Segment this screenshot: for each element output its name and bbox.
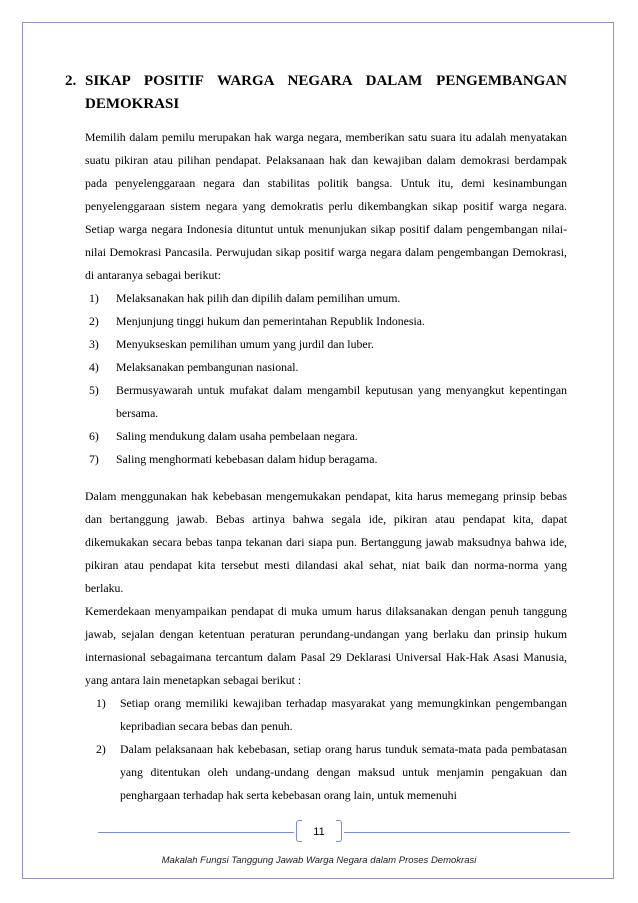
list-marker: 2)	[96, 742, 106, 756]
list-item	[96, 692, 567, 738]
document-body	[65, 70, 567, 807]
list-item	[89, 310, 567, 333]
footer-rule-right	[344, 832, 570, 833]
list-item	[89, 379, 567, 425]
list-item	[89, 425, 567, 448]
list-item	[96, 738, 567, 807]
page-number-box	[296, 820, 342, 844]
list-marker: 7)	[89, 452, 99, 466]
list-text: Saling menghormati kebebasan dalam hidup beragama.	[116, 452, 378, 466]
list-marker: 5)	[89, 383, 99, 397]
declaration-list	[65, 692, 567, 807]
page-number: 11	[313, 826, 325, 838]
list-item	[89, 448, 567, 471]
paragraph-intro: Memilih dalam pemilu merupakan hak warga negara, memberikan satu suara itu adalah menyatakan suatu pikiran atau pilihan pendapat. Pelaksanaan hak dan kewajiban dalam demokrasi berdampak pada penyelenggaraan negara dan stabilitas politik bangsa. Untuk itu, demi kesinambungan penyelenggaraan sistem negara yang demokratis perlu dikembangkan sikap positif warga negara. Setiap warga negara Indonesia dituntut untuk menunjukan sikap positif dalam pengembangan nilai-nilai Demokrasi Pancasila. Perwujudan sikap positif warga negara dalam pengembangan Demokrasi, di antaranya sebagai berikut:	[85, 130, 567, 282]
positive-attitude-list	[65, 287, 567, 471]
list-text: Melaksanakan pembangunan nasional.	[116, 360, 299, 374]
list-marker: 1)	[96, 696, 106, 710]
list-marker: 4)	[89, 360, 99, 374]
list-text: Saling mendukung dalam usaha pembelaan negara.	[116, 429, 358, 443]
list-text: Melaksanakan hak pilih dan dipilih dalam pemilihan umum.	[116, 291, 401, 305]
list-item	[89, 333, 567, 356]
list-text: Menjunjung tinggi hukum dan pemerintahan Republik Indonesia.	[116, 314, 425, 328]
list-text: Dalam pelaksanaan hak kebebasan, setiap orang harus tunduk semata-mata pada pembatasan yang ditentukan oleh undang-undang dengan maksud untuk menjamin pengakuan dan penghargaan terhadap hak serta kebebasan orang lain, untuk memenuhi	[120, 742, 567, 802]
paragraph-freedom: Dalam menggunakan hak kebebasan mengemukakan pendapat, kita harus memegang prinsip bebas dan bertanggung jawab. Bebas artinya bahwa segala ide, pikiran atau pendapat kita, dapat dikemukakan secara bebas tanpa tekanan dari siapa pun. Bertanggung jawab maksudnya bahwa ide, pikiran atau pendapat kita tersebut mesti dilandasi akal sehat, niat baik dan norma-norma yang berlaku.	[85, 489, 567, 595]
list-marker: 2)	[89, 314, 99, 328]
list-marker: 3)	[89, 337, 99, 351]
list-text: Menyukseskan pemilihan umum yang jurdil dan luber.	[116, 337, 374, 351]
footer-caption: Makalah Fungsi Tanggung Jawab Warga Negara dalam Proses Demokrasi	[161, 855, 477, 866]
list-marker: 1)	[89, 291, 99, 305]
list-item	[89, 287, 567, 310]
left-brace-icon	[296, 820, 302, 842]
list-text: Setiap orang memiliki kewajiban terhadap masyarakat yang memungkinkan pengembangan kepribadian secara bebas dan penuh.	[120, 696, 567, 733]
list-marker: 6)	[89, 429, 99, 443]
right-brace-icon	[336, 820, 342, 842]
section-number: 2.	[65, 73, 77, 89]
list-item	[89, 356, 567, 379]
footer-rule-left	[98, 832, 294, 833]
list-text: Bermusyawarah untuk mufakat dalam mengambil keputusan yang menyangkut kepentingan bersama.	[116, 383, 567, 420]
section-heading	[65, 70, 567, 116]
paragraph-responsibility: Kemerdekaan menyampaikan pendapat di muka umum harus dilaksanakan dengan penuh tanggung jawab, sejalan dengan ketentuan peraturan perundang-undangan yang berlaku dan prinsip hukum internasional sebagaimana tercantum dalam Pasal 29 Deklarasi Universal Hak-Hak Asasi Manusia, yang antara lain menetapkan sebagai berikut :	[85, 604, 567, 687]
section-title: SIKAP POSITIF WARGA NEGARA DALAM PENGEMBANGAN DEMOKRASI	[85, 73, 567, 112]
